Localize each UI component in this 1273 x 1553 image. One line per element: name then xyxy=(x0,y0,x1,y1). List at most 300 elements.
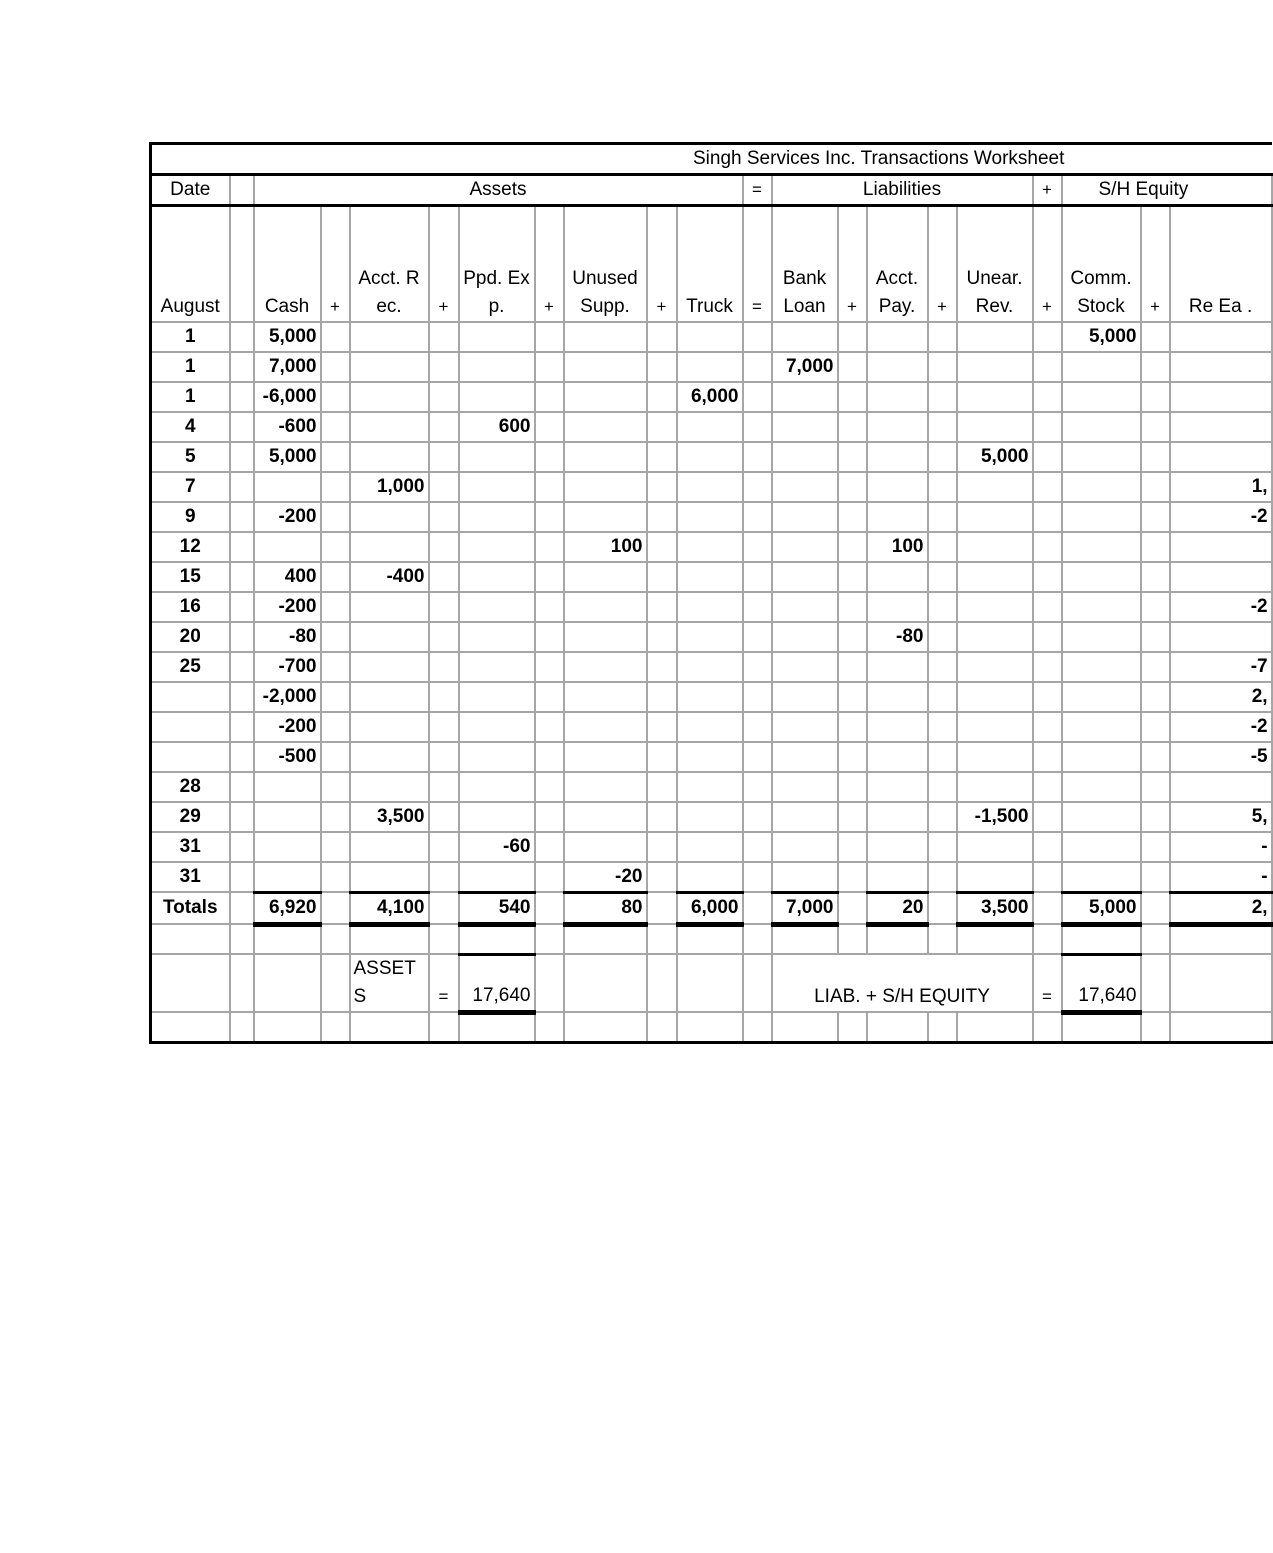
comm-stock-cell xyxy=(1062,652,1141,682)
ppd-exp-cell xyxy=(459,382,535,412)
acct-rec-cell xyxy=(350,862,429,893)
operator-cell xyxy=(928,862,957,893)
group-header-row xyxy=(151,175,1272,206)
acct-pay-cell xyxy=(867,742,928,772)
operator-cell xyxy=(1141,862,1170,893)
blank-cell xyxy=(535,1012,564,1042)
unused-supp-cell xyxy=(564,592,647,622)
operator-cell xyxy=(1033,412,1062,442)
blank-cell xyxy=(1062,924,1141,954)
transactions-table xyxy=(149,142,1273,1044)
bank-loan-cell xyxy=(772,322,838,352)
truck-cell xyxy=(677,622,743,652)
operator-cell xyxy=(429,862,459,893)
unused-supp-cell xyxy=(564,352,647,382)
operator-cell xyxy=(838,862,867,893)
operator-cell xyxy=(321,712,350,742)
bank-loan-cell xyxy=(772,832,838,862)
spacer-cell xyxy=(230,954,254,1012)
blank-cell xyxy=(1062,1012,1141,1042)
comm-stock-cell xyxy=(1062,682,1141,712)
unearned-rev-header: Unear. Rev. xyxy=(957,206,1033,322)
month-header: August xyxy=(151,206,230,322)
unearned-rev-cell xyxy=(957,532,1033,562)
retained-earnings-cell: -7 xyxy=(1170,652,1272,682)
cash-cell xyxy=(254,532,321,562)
assets-summary-total: 17,640 xyxy=(459,954,535,1012)
ppd-exp-cell xyxy=(459,322,535,352)
operator-cell xyxy=(743,502,772,532)
operator-cell xyxy=(535,742,564,772)
retained-earnings-cell xyxy=(1170,442,1272,472)
bank-loan-cell xyxy=(772,652,838,682)
blank-row xyxy=(151,924,1272,954)
spacer-cell xyxy=(230,206,254,322)
spacer-cell xyxy=(230,322,254,352)
acct-pay-cell xyxy=(867,802,928,832)
truck-cell xyxy=(677,472,743,502)
operator-cell xyxy=(535,532,564,562)
truck-cell xyxy=(677,682,743,712)
unused-supp-cell xyxy=(564,832,647,862)
blank-cell xyxy=(459,1012,535,1042)
operator-cell xyxy=(743,412,772,442)
unused-supp-cell xyxy=(564,322,647,352)
operator-cell xyxy=(838,412,867,442)
comm-stock-cell xyxy=(1062,862,1141,893)
bank-loan-cell xyxy=(772,472,838,502)
transaction-row xyxy=(151,622,1272,652)
operator-cell xyxy=(429,532,459,562)
operator-cell xyxy=(1033,742,1062,772)
date-cell: 16 xyxy=(151,592,230,622)
date-cell: 1 xyxy=(151,382,230,412)
equals-sign: = xyxy=(743,206,772,322)
operator-cell xyxy=(928,502,957,532)
operator-cell xyxy=(321,442,350,472)
equals-sign: = xyxy=(743,175,772,206)
operator-cell xyxy=(838,652,867,682)
operator-cell xyxy=(321,772,350,802)
operator-cell xyxy=(1141,742,1170,772)
blank-cell xyxy=(429,1012,459,1042)
blank-cell xyxy=(429,924,459,954)
retained-earnings-cell xyxy=(1170,772,1272,802)
operator-cell xyxy=(321,352,350,382)
transaction-row xyxy=(151,832,1272,862)
operator-cell xyxy=(928,802,957,832)
blank-cell xyxy=(254,1012,321,1042)
plus-sign: + xyxy=(1033,175,1062,206)
bank-loan-cell xyxy=(772,382,838,412)
date-cell: 29 xyxy=(151,802,230,832)
operator-cell xyxy=(429,502,459,532)
ppd-exp-cell xyxy=(459,652,535,682)
acct-rec-cell: -400 xyxy=(350,562,429,592)
operator-cell xyxy=(838,472,867,502)
transaction-row xyxy=(151,712,1272,742)
cash-cell: 7,000 xyxy=(254,352,321,382)
operator-cell xyxy=(1033,832,1062,862)
operator-cell xyxy=(429,802,459,832)
truck-cell xyxy=(677,352,743,382)
truck-cell: 6,000 xyxy=(677,382,743,412)
operator-cell xyxy=(321,382,350,412)
bank-loan-cell xyxy=(772,802,838,832)
blank-cell xyxy=(151,1012,230,1042)
liab-equity-summary-label: LIAB. + S/H EQUITY xyxy=(772,954,1033,1012)
acct-rec-cell xyxy=(350,352,429,382)
operator-cell xyxy=(321,472,350,502)
cash-cell: 400 xyxy=(254,562,321,592)
operator-cell xyxy=(838,352,867,382)
operator-cell xyxy=(928,652,957,682)
blank-cell xyxy=(1033,1012,1062,1042)
truck-cell xyxy=(677,442,743,472)
operator-cell xyxy=(1033,652,1062,682)
truck-cell xyxy=(677,772,743,802)
comm-stock-cell xyxy=(1062,412,1141,442)
operator-cell xyxy=(535,382,564,412)
spacer-cell xyxy=(230,772,254,802)
bank-loan-cell xyxy=(772,412,838,442)
operator-cell xyxy=(429,472,459,502)
operator-cell xyxy=(1141,442,1170,472)
comm-stock-cell xyxy=(1062,832,1141,862)
totals-label: Totals xyxy=(151,892,230,924)
operator-cell xyxy=(647,772,677,802)
comm-stock-cell xyxy=(1062,742,1141,772)
unused-supp-cell xyxy=(564,802,647,832)
transaction-row xyxy=(151,652,1272,682)
blank-cell xyxy=(1141,954,1170,1012)
blank-cell xyxy=(867,1012,928,1042)
operator-cell xyxy=(743,682,772,712)
cash-cell xyxy=(254,472,321,502)
operator-cell xyxy=(1033,382,1062,412)
blank-cell xyxy=(321,924,350,954)
operator-cell xyxy=(321,502,350,532)
unearned-rev-cell xyxy=(957,592,1033,622)
ppd-exp-cell xyxy=(459,592,535,622)
ppd-exp-cell xyxy=(459,712,535,742)
acct-pay-cell xyxy=(867,862,928,893)
date-cell: 1 xyxy=(151,322,230,352)
comm-stock-cell xyxy=(1062,442,1141,472)
retained-earnings-header: Re Ea . xyxy=(1170,206,1272,322)
retained-earnings-total: 2, xyxy=(1170,892,1272,924)
blank-cell xyxy=(677,1012,743,1042)
truck-cell xyxy=(677,742,743,772)
plus-sign: + xyxy=(429,206,459,322)
plus-sign: + xyxy=(647,206,677,322)
blank-cell xyxy=(677,954,743,1012)
retained-earnings-cell xyxy=(1170,532,1272,562)
totals-row xyxy=(151,892,1272,924)
unused-supp-cell xyxy=(564,562,647,592)
bank-loan-cell: 7,000 xyxy=(772,352,838,382)
operator-cell xyxy=(1141,712,1170,742)
acct-pay-cell xyxy=(867,472,928,502)
operator-cell xyxy=(743,742,772,772)
operator-cell xyxy=(321,862,350,893)
ppd-exp-cell xyxy=(459,352,535,382)
blank-cell xyxy=(1141,924,1170,954)
date-cell xyxy=(151,742,230,772)
transaction-row xyxy=(151,562,1272,592)
unused-supp-cell xyxy=(564,712,647,742)
operator-cell xyxy=(838,742,867,772)
spacer-cell xyxy=(230,652,254,682)
retained-earnings-cell: -2 xyxy=(1170,592,1272,622)
operator-cell xyxy=(647,862,677,893)
operator-cell xyxy=(1033,592,1062,622)
plus-sign: + xyxy=(1141,206,1170,322)
retained-earnings-cell xyxy=(1170,322,1272,352)
truck-cell xyxy=(677,832,743,862)
operator-cell xyxy=(429,412,459,442)
operator-cell xyxy=(1033,562,1062,592)
cash-cell: -200 xyxy=(254,712,321,742)
operator-cell xyxy=(743,322,772,352)
acct-rec-cell xyxy=(350,832,429,862)
ppd-exp-cell xyxy=(459,772,535,802)
blank-cell xyxy=(564,1012,647,1042)
spacer-cell xyxy=(230,532,254,562)
blank-cell xyxy=(151,954,230,1012)
date-cell: 5 xyxy=(151,442,230,472)
comm-stock-cell xyxy=(1062,352,1141,382)
assets-group-header: Assets xyxy=(254,175,743,206)
cash-total: 6,920 xyxy=(254,892,321,924)
blank-cell xyxy=(535,924,564,954)
cash-cell: -80 xyxy=(254,622,321,652)
comm-stock-cell xyxy=(1062,472,1141,502)
comm-stock-cell: 5,000 xyxy=(1062,322,1141,352)
retained-earnings-cell xyxy=(1170,622,1272,652)
operator-cell xyxy=(743,592,772,622)
operator-cell xyxy=(429,442,459,472)
operator-cell xyxy=(429,382,459,412)
truck-cell xyxy=(677,562,743,592)
plus-sign: + xyxy=(321,206,350,322)
unearned-rev-cell xyxy=(957,832,1033,862)
transaction-row xyxy=(151,352,1272,382)
operator-cell xyxy=(1141,412,1170,442)
unused-supp-cell xyxy=(564,382,647,412)
blank-cell xyxy=(838,1012,867,1042)
cash-header: Cash xyxy=(254,206,321,322)
bank-loan-total: 7,000 xyxy=(772,892,838,924)
spacer-cell xyxy=(230,352,254,382)
operator-cell xyxy=(429,562,459,592)
retained-earnings-cell: -2 xyxy=(1170,712,1272,742)
operator-cell xyxy=(321,532,350,562)
transaction-row xyxy=(151,532,1272,562)
truck-cell xyxy=(677,652,743,682)
blank-cell xyxy=(647,924,677,954)
plus-sign: + xyxy=(535,206,564,322)
truck-cell xyxy=(677,862,743,893)
operator-cell xyxy=(429,622,459,652)
blank-cell xyxy=(230,1012,254,1042)
operator-cell xyxy=(1033,502,1062,532)
cash-cell xyxy=(254,802,321,832)
operator-cell xyxy=(535,802,564,832)
unused-supp-cell xyxy=(564,622,647,652)
operator-cell xyxy=(321,892,350,924)
blank-cell xyxy=(838,924,867,954)
spacer-cell xyxy=(230,862,254,893)
operator-cell xyxy=(429,742,459,772)
acct-rec-cell xyxy=(350,742,429,772)
acct-rec-cell: 1,000 xyxy=(350,472,429,502)
retained-earnings-cell: 2, xyxy=(1170,682,1272,712)
blank-cell xyxy=(743,954,772,1012)
comm-stock-cell xyxy=(1062,562,1141,592)
transaction-row xyxy=(151,772,1272,802)
operator-cell xyxy=(928,832,957,862)
bank-loan-cell xyxy=(772,532,838,562)
spacer-cell xyxy=(230,892,254,924)
bank-loan-cell xyxy=(772,622,838,652)
ppd-exp-cell xyxy=(459,622,535,652)
worksheet xyxy=(149,142,1268,1044)
acct-rec-cell xyxy=(350,382,429,412)
operator-cell xyxy=(647,382,677,412)
operator-cell xyxy=(1141,562,1170,592)
blank-cell xyxy=(459,924,535,954)
worksheet-title: Singh Services Inc. Transactions Worksheet xyxy=(693,148,1065,169)
operator-cell xyxy=(928,382,957,412)
operator-cell xyxy=(429,352,459,382)
operator-cell xyxy=(429,322,459,352)
ppd-exp-total: 540 xyxy=(459,892,535,924)
unearned-rev-cell xyxy=(957,352,1033,382)
unused-supp-cell xyxy=(564,772,647,802)
retained-earnings-cell xyxy=(1170,382,1272,412)
date-cell: 15 xyxy=(151,562,230,592)
acct-rec-cell xyxy=(350,712,429,742)
acct-pay-cell xyxy=(867,832,928,862)
operator-cell xyxy=(838,802,867,832)
operator-cell xyxy=(535,442,564,472)
transaction-row xyxy=(151,412,1272,442)
blank-cell xyxy=(321,1012,350,1042)
unearned-rev-cell xyxy=(957,562,1033,592)
date-cell: 28 xyxy=(151,772,230,802)
equals-sign: = xyxy=(1033,954,1062,1012)
operator-cell xyxy=(647,352,677,382)
operator-cell xyxy=(647,502,677,532)
blank-cell xyxy=(647,954,677,1012)
spacer-cell xyxy=(230,592,254,622)
operator-cell xyxy=(1141,682,1170,712)
operator-cell xyxy=(1141,652,1170,682)
cash-cell: -6,000 xyxy=(254,382,321,412)
acct-pay-cell xyxy=(867,772,928,802)
date-cell: 25 xyxy=(151,652,230,682)
date-cell: 31 xyxy=(151,862,230,893)
operator-cell xyxy=(1141,352,1170,382)
unused-supp-cell xyxy=(564,472,647,502)
retained-earnings-cell: - xyxy=(1170,832,1272,862)
acct-pay-cell xyxy=(867,382,928,412)
cash-cell xyxy=(254,832,321,862)
operator-cell xyxy=(321,412,350,442)
transaction-row xyxy=(151,592,1272,622)
acct-pay-header: Acct. Pay. xyxy=(867,206,928,322)
operator-cell xyxy=(928,532,957,562)
operator-cell xyxy=(743,352,772,382)
operator-cell xyxy=(1141,832,1170,862)
transaction-row xyxy=(151,502,1272,532)
acct-pay-cell xyxy=(867,352,928,382)
blank-cell xyxy=(743,1012,772,1042)
operator-cell xyxy=(321,682,350,712)
operator-cell xyxy=(1033,712,1062,742)
operator-cell xyxy=(1033,322,1062,352)
bank-loan-header: Bank Loan xyxy=(772,206,838,322)
title-row xyxy=(151,144,1272,175)
acct-rec-cell xyxy=(350,532,429,562)
operator-cell xyxy=(535,562,564,592)
comm-stock-cell xyxy=(1062,712,1141,742)
bank-loan-cell xyxy=(772,682,838,712)
operator-cell xyxy=(1033,892,1062,924)
truck-cell xyxy=(677,412,743,442)
acct-pay-cell xyxy=(867,592,928,622)
bank-loan-cell xyxy=(772,442,838,472)
operator-cell xyxy=(535,352,564,382)
unused-supp-header: Unused Supp. xyxy=(564,206,647,322)
unearned-rev-cell xyxy=(957,742,1033,772)
operator-cell xyxy=(535,592,564,622)
comm-stock-total: 5,000 xyxy=(1062,892,1141,924)
operator-cell xyxy=(1033,802,1062,832)
operator-cell xyxy=(535,622,564,652)
blank-cell xyxy=(772,1012,838,1042)
comm-stock-cell xyxy=(1062,802,1141,832)
equity-group-header: S/H Equity xyxy=(1062,175,1272,206)
operator-cell xyxy=(1033,352,1062,382)
operator-cell xyxy=(928,682,957,712)
acct-pay-cell xyxy=(867,502,928,532)
operator-cell xyxy=(1141,532,1170,562)
blank-cell xyxy=(647,1012,677,1042)
operator-cell xyxy=(535,892,564,924)
blank-cell xyxy=(350,924,429,954)
ppd-exp-header: Ppd. Exp. xyxy=(459,206,535,322)
spacer-cell xyxy=(230,562,254,592)
acct-rec-cell xyxy=(350,652,429,682)
unearned-rev-cell: 5,000 xyxy=(957,442,1033,472)
truck-cell xyxy=(677,712,743,742)
operator-cell xyxy=(647,892,677,924)
retained-earnings-cell xyxy=(1170,412,1272,442)
blank-cell xyxy=(254,924,321,954)
acct-pay-total: 20 xyxy=(867,892,928,924)
acct-pay-cell xyxy=(867,652,928,682)
bank-loan-cell xyxy=(772,592,838,622)
unearned-rev-cell xyxy=(957,622,1033,652)
acct-rec-cell xyxy=(350,772,429,802)
operator-cell xyxy=(743,832,772,862)
operator-cell xyxy=(1033,622,1062,652)
blank-cell xyxy=(321,954,350,1012)
operator-cell xyxy=(1141,772,1170,802)
operator-cell xyxy=(838,322,867,352)
